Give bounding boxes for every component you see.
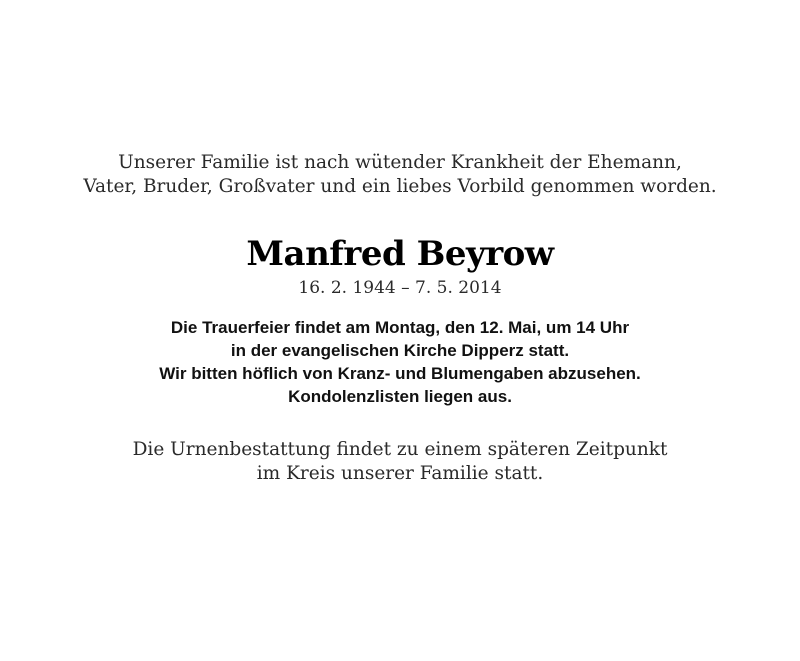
burial-text-line-1: Die Urnenbestattung findet zu einem späteren Zeitpunkt <box>132 439 668 460</box>
deceased-name: Manfred Beyrow <box>246 234 554 274</box>
service-info-line-3: Wir bitten höflich von Kranz- und Blumengaben abzusehen. <box>159 364 641 383</box>
service-info-line-4: Kondolenzlisten liegen aus. <box>288 387 512 406</box>
intro-text-line-2: Vater, Bruder, Großvater und ein liebes Vorbild genommen worden. <box>83 176 717 197</box>
life-dates: 16. 2. 1944 – 7. 5. 2014 <box>298 278 502 298</box>
burial-text-line-2: im Kreis unserer Familie statt. <box>256 463 544 484</box>
service-info-line-1: Die Trauerfeier findet am Montag, den 12. Mai, um 14 Uhr <box>170 318 630 337</box>
intro-text-line-1: Unserer Familie ist nach wütender Krankheit der Ehemann, <box>118 152 682 173</box>
service-info-line-2: in der evangelischen Kirche Dipperz statt. <box>230 341 570 360</box>
